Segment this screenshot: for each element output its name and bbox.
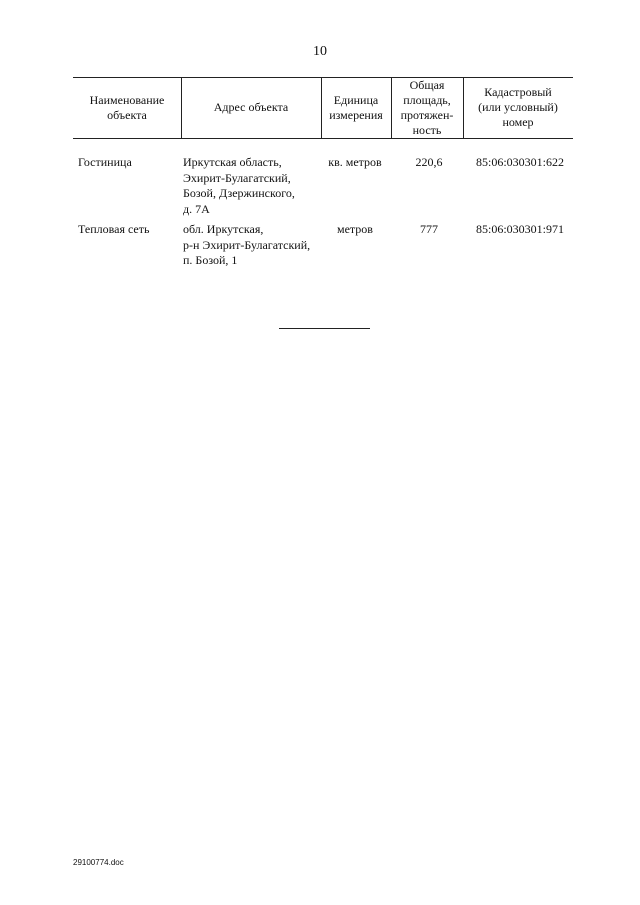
cell-address: обл. Иркутская, р-н Эхирит-Булагатский, п. Бозой, 1: [183, 222, 311, 267]
header-address: Адрес объекта: [213, 100, 289, 114]
cell-cadastral: 85:06:030301:971: [475, 222, 564, 236]
header-unit: Единица измерения: [329, 92, 383, 122]
cell-cadastral: 85:06:030301:622: [475, 155, 564, 169]
footer-filename: 29100774.doc: [73, 858, 124, 867]
cell-unit: метров: [337, 222, 373, 236]
header-object-name: Наименование объекта: [89, 92, 165, 122]
header-area: Общая площадь, протяжен- ность: [400, 77, 454, 137]
cell-object-name: Гостиница: [78, 155, 132, 169]
table-header-bottom-rule: [73, 138, 573, 139]
cell-unit: кв. метров: [328, 155, 382, 169]
end-of-document-line: [279, 328, 370, 329]
cell-object-name: Тепловая сеть: [78, 222, 150, 236]
cell-area: 777: [420, 222, 438, 236]
header-cadastral: Кадастровый (или условный) номер: [478, 85, 558, 129]
cell-address: Иркутская область, Эхирит-Булагатский, Бозой, Дзержинского, д. 7А: [183, 155, 295, 216]
cell-area: 220,6: [415, 155, 443, 169]
page-number: 10: [313, 44, 327, 59]
